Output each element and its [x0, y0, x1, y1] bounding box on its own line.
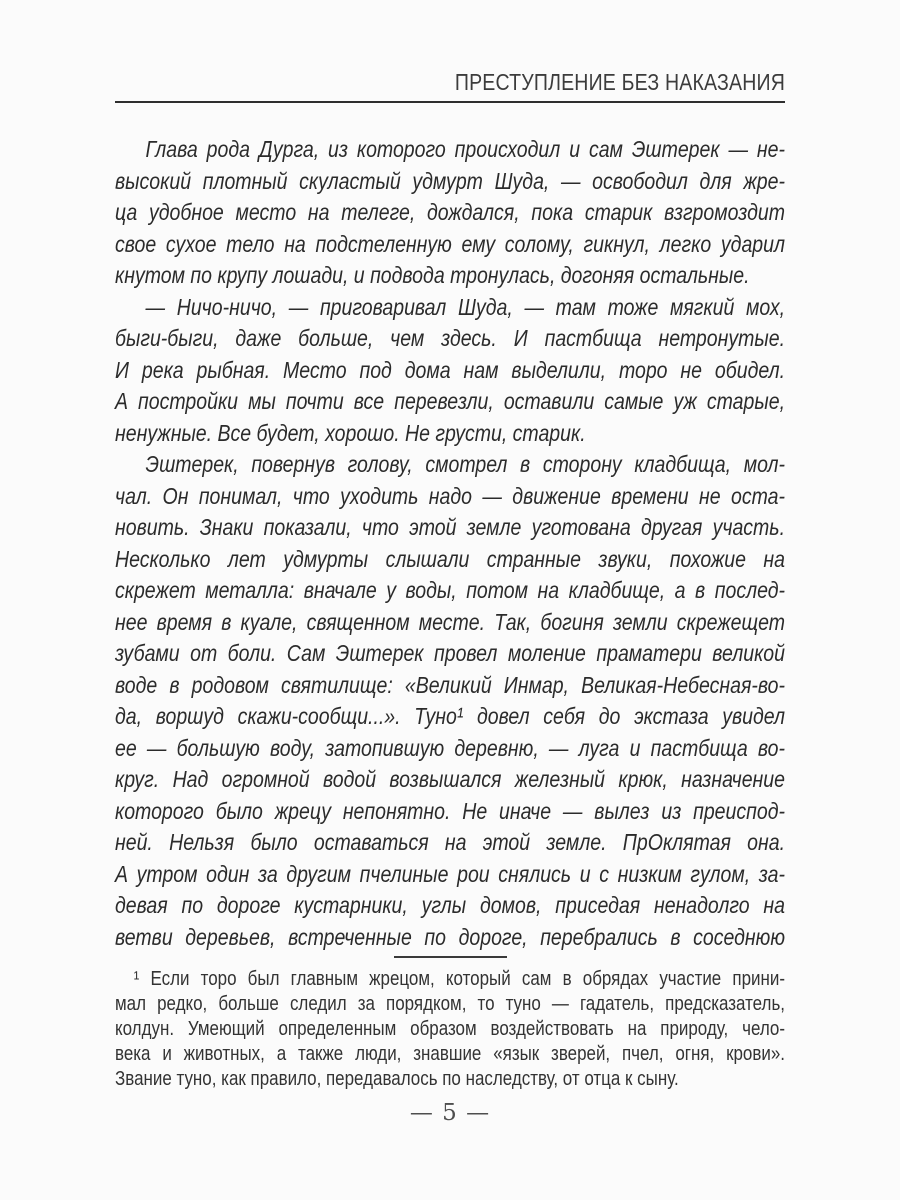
footnote-separator [394, 956, 507, 958]
paragraph-1-line: высокий плотный скуластый удмурт Шуда, — освободил для жре- [115, 167, 785, 194]
page-number: — 5 — [409, 1100, 491, 1126]
paragraph-3-line: воде в родовом святилище: «Великий Инмар, Великая-Небесная-во- [115, 671, 785, 698]
paragraph-2-line: ненужные. Все будет, хорошо. Не грусти, старик. [115, 419, 586, 446]
text-column [115, 0, 785, 1126]
paragraph-2-line: А постройки мы почти все перевезли, оставили самые уж старые, [115, 388, 785, 414]
paragraph-3-line: ветви деревьев, встреченные по дороге, перебрались в соседнюю [115, 923, 785, 950]
paragraph-2-line: И река рыбная. Место под дома нам выделили, торо не обидел. [115, 356, 785, 383]
paragraph-3-line: нее время в куале, священном месте. Так, богиня земли скрежещет [115, 608, 785, 635]
paragraph-3-line: чал. Он понимал, что уходить надо — движение времени не оста- [115, 482, 785, 509]
paragraph-3-line: скрежет металла: вначале у воды, потом на кладбище, а в послед- [115, 577, 785, 603]
paragraph-3-line: которого было жрецу непонятно. Не иначе — вылез из преиспод- [115, 797, 785, 824]
footnote-line: Звание туно, как правило, передавалось по наследству, от отца к сыну. [115, 1068, 679, 1090]
paragraph-3-line: ее — большую воду, затопившую деревню, — луга и пастбища во- [115, 734, 785, 761]
paragraph-3-line: новить. Знаки показали, что этой земле уготована другая участь. [115, 514, 785, 540]
footnote-line: века и животных, а также люди, знавшие «язык зверей, пчел, огня, крови». [115, 1043, 785, 1065]
header-rule [115, 101, 785, 103]
paragraph-1-line: ца удобное место на телеге, дождался, пока старик взгромоздит [115, 199, 785, 225]
paragraph-1-line: Глава рода Дурга, из которого происходил и сам Эштерек — не- [145, 136, 785, 162]
paragraph-3-line: Эштерек, повернув голову, смотрел в сторону кладбища, мол- [145, 451, 785, 477]
paragraph-3-line: девая по дороге кустарники, углы домов, приседая ненадолго на [115, 892, 785, 918]
paragraph-3-line: да, воршуд скажи-сообщи...». Туно¹ довел себя до экстаза увидел [115, 703, 785, 729]
paragraph-3-line: Несколько лет удмурты слышали странные звуки, похожие на [115, 545, 785, 572]
page-body [115, 134, 785, 953]
paragraph-3-line: круг. Над огромной водой возвышался железный крюк, назначение [115, 766, 785, 792]
paragraph-1-line: кнутом по крупу лошади, и подвода тронулась, догоняя остальные. [115, 262, 750, 288]
paragraph-3-line: ней. Нельзя было оставаться на этой земле. ПрОклятая она. [115, 829, 785, 855]
paragraph-3-line: зубами от боли. Сам Эштерек провел моление праматери великой [115, 640, 785, 666]
footnote-line: ¹ Если торо был главным жрецом, который сам в обрядах участие прини- [133, 968, 785, 990]
paragraph-2-line: — Ничо-ничо, — приговаривал Шуда, — там тоже мягкий мох, [145, 293, 785, 320]
footnote-line: колдун. Умеющий определенным образом воздействовать на природу, чело- [115, 1018, 785, 1040]
running-header: ПРЕСТУПЛЕНИЕ БЕЗ НАКАЗАНИЯ [454, 69, 785, 95]
footnote [115, 967, 785, 1092]
paragraph-2-line: быги-быги, даже больше, чем здесь. И пастбища нетронутые. [115, 325, 785, 351]
footnote-line: мал редко, больше следил за порядком, то туно — гадатель, предсказатель, [115, 993, 785, 1015]
running-header-wrap [115, 69, 785, 96]
paragraph-1-line: свое сухое тело на подстеленную ему солому, гикнул, легко ударил [115, 230, 785, 257]
paragraph-3-line: А утром один за другим пчелиные рои снялись и с низким гулом, за- [115, 860, 785, 887]
